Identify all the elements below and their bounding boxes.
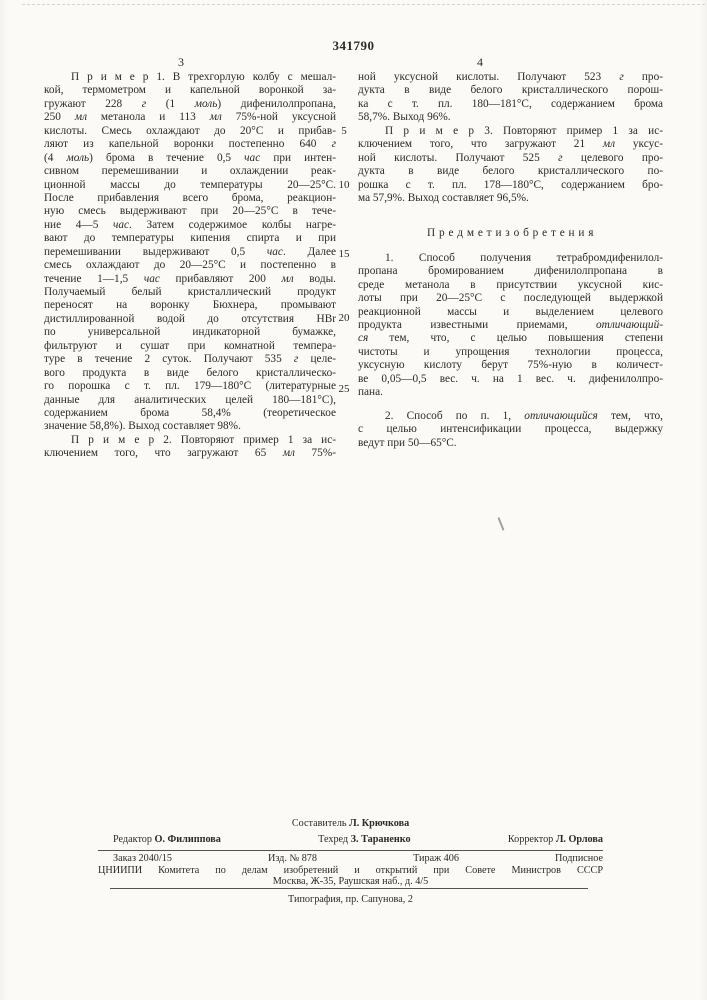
text-line: 58,7%. Выход 96%. <box>358 111 451 124</box>
patent-number: 341790 <box>332 38 375 53</box>
editor-label: Редактор <box>113 833 152 845</box>
text-line: ведут при 50—65°С. <box>358 436 457 449</box>
text-line: ключением того, что загружают 65 мл 75%- <box>44 447 336 460</box>
text-line: пана. <box>358 386 383 399</box>
organization-line: ЦНИИПИ Комитета по делам изобретений и открытий при Совете Министров СССР <box>98 864 603 876</box>
text-line: ной кислоты. Получают 525 г целевого про- <box>358 151 663 164</box>
text-line: лоты при 20—25°С с последующей выдержкой <box>358 292 663 305</box>
text-line: дукта в виде белого кристаллического по- <box>358 165 663 178</box>
subscription-info: Подписное <box>555 853 603 864</box>
text-line: содержанием брома 58,4% (теоретическое <box>44 406 336 419</box>
techred-label: Техред <box>318 833 349 845</box>
compiler-name: Л. Крючкова <box>349 818 410 829</box>
claims-section-heading: П р е д м е т и з о б р е т е н и я <box>427 227 594 240</box>
text-line: уксусную кислоту берут 75%-ную в количест- <box>358 359 663 372</box>
compiler-row <box>98 818 603 830</box>
text-line: рошка с т. пл. 178—180°С, содержанием бро- <box>358 178 663 191</box>
order-info: Заказ 2040/15 <box>113 853 172 864</box>
corrector-label: Корректор <box>507 833 554 845</box>
edition-info: Изд. № 878 <box>267 853 317 864</box>
text-line: туре в течение 2 суток. Получают 535 г целе- <box>44 353 336 366</box>
text-line: чистоты и упрощения технологии процесса, <box>358 345 663 358</box>
text-line: фильтруют и сушат при комнатной темпера- <box>44 339 336 352</box>
corrector-name: Л. Орлова <box>555 833 603 845</box>
text-line: ляют из капельной воронки постепенно 640 г <box>44 138 336 151</box>
gutter-line-number: 15 <box>338 248 350 260</box>
techred-name: З. Тараненко <box>350 833 411 845</box>
editors-row <box>98 834 603 846</box>
compiler-label: Составитель <box>291 818 347 829</box>
gutter-line-number: 10 <box>338 179 350 191</box>
text-line: ционной массы до температуры 20—25°С. <box>44 178 336 191</box>
editor-credit <box>113 834 221 846</box>
text-line: ние 4—5 час. Затем содержимое колбы нагре- <box>44 218 336 231</box>
text-line: данные для аналитических целей 180—181°С), <box>44 393 336 406</box>
text-line: ную смесь выдерживают при 20—25°С в тече- <box>44 205 336 218</box>
text-line: П р и м е р 1. В трехгорлую колбу с мешал- <box>71 71 336 83</box>
text-line: ка с т. пл. 180—181°С, содержанием брома <box>358 97 663 110</box>
text-line: 1. Способ получения тетрабромдифенилол- <box>385 251 663 264</box>
text-line: продукта известными приемами, отличающий- <box>358 319 663 332</box>
claim-2-paragraph <box>358 410 663 450</box>
scan-artifact-top-edge <box>22 4 705 5</box>
text-line: пропана бромированием дифенилолпропана в <box>358 265 663 278</box>
text-line: с целью интенсификации процесса, выдержку <box>358 423 663 436</box>
printing-house-line: Типография, пр. Сапунова, 2 <box>288 893 413 905</box>
text-line: ся тем, что, с целью повышения степени <box>358 332 663 345</box>
text-line: течение 1—1,5 час прибавляют 200 мл воды. <box>44 272 336 285</box>
text-line: кислоты. Смесь охлаждают до 20°С и прибав- <box>44 124 336 137</box>
colophon-divider-top <box>98 850 603 851</box>
text-line: реакционной массы и выделением целевого <box>358 305 663 318</box>
text-line: перемешивании выдерживают 0,5 час. Далее <box>44 245 336 258</box>
text-line: 2. Способ по п. 1, отличающийся тем, что, <box>385 409 663 422</box>
text-line: Получаемый белый кристаллический продукт <box>44 286 336 298</box>
text-line: вого продукта в виде белого кристаллическо- <box>44 366 336 379</box>
text-line: сивном перемешивании и охлаждении реак- <box>44 165 336 178</box>
colophon-divider-bottom <box>110 888 588 889</box>
imprint-row <box>98 853 603 865</box>
text-line: П р и м е р 3. Повторяют пример 1 за ис- <box>385 124 663 137</box>
text-line: ма 57,9%. Выход составляет 96,5%. <box>358 191 529 204</box>
text-line: значение 58,8%). Выход составляет 98%. <box>44 420 241 433</box>
text-line: дистиллированной водой до отсутствия HBr <box>44 312 336 325</box>
text-line: кой, термометром и капельной воронкой за- <box>44 84 336 97</box>
claim-1-paragraph <box>358 252 663 400</box>
text-line: ной уксусной кислоты. Получают 523 г про- <box>358 71 663 83</box>
page-number-left: 3 <box>178 55 184 69</box>
text-line: гружают 228 г (1 моль) дифенилолпропана, <box>44 97 336 110</box>
text-line: среде метанола в присутствии уксусной кис- <box>358 278 663 291</box>
text-line: смесь охлаждают до 20—25°С и постепенно в <box>44 259 336 272</box>
right-column-top-text <box>358 71 663 205</box>
scan-artifact-mark <box>497 517 504 531</box>
page-number-right: 4 <box>477 55 483 69</box>
text-line: переносят на воронку Бюхнера, промывают <box>44 299 336 312</box>
text-line: 250 мл метанола и 113 мл 75%-ной уксусной <box>44 111 336 124</box>
print-run-info: Тираж 406 <box>413 853 459 864</box>
text-line: П р и м е р 2. Повторяют пример 1 за ис- <box>71 433 336 446</box>
text-line: После прибавления всего брома, реакцион- <box>44 191 336 204</box>
techred-credit <box>318 834 411 846</box>
gutter-line-number: 25 <box>338 383 350 395</box>
corrector-credit <box>508 834 603 846</box>
editor-name: О. Филиппова <box>154 833 221 845</box>
left-text-column <box>44 71 336 461</box>
gutter-line-number: 20 <box>338 312 350 324</box>
gutter-line-number: 5 <box>341 125 347 137</box>
text-line: ве 0,05—0,5 вес. ч. на 1 вес. ч. дифенилолпро- <box>358 372 663 385</box>
text-line: дукта в виде белого кристаллического порош- <box>358 84 663 97</box>
text-line: ключением того, что загружают 21 мл уксус- <box>358 138 663 151</box>
colophon <box>98 818 603 905</box>
text-line: го порошка с т. пл. 179—180°С (литературные <box>44 380 336 393</box>
text-line: вают до температуры кипения спирта и при <box>44 232 336 245</box>
right-text-column <box>358 71 663 450</box>
text-line: (4 моль) брома в течение 0,5 час при интен- <box>44 151 336 164</box>
text-line: по универсальной индикаторной бумажке, <box>44 326 336 339</box>
address-line: Москва, Ж-35, Раушская наб., д. 4/5 <box>272 876 429 887</box>
